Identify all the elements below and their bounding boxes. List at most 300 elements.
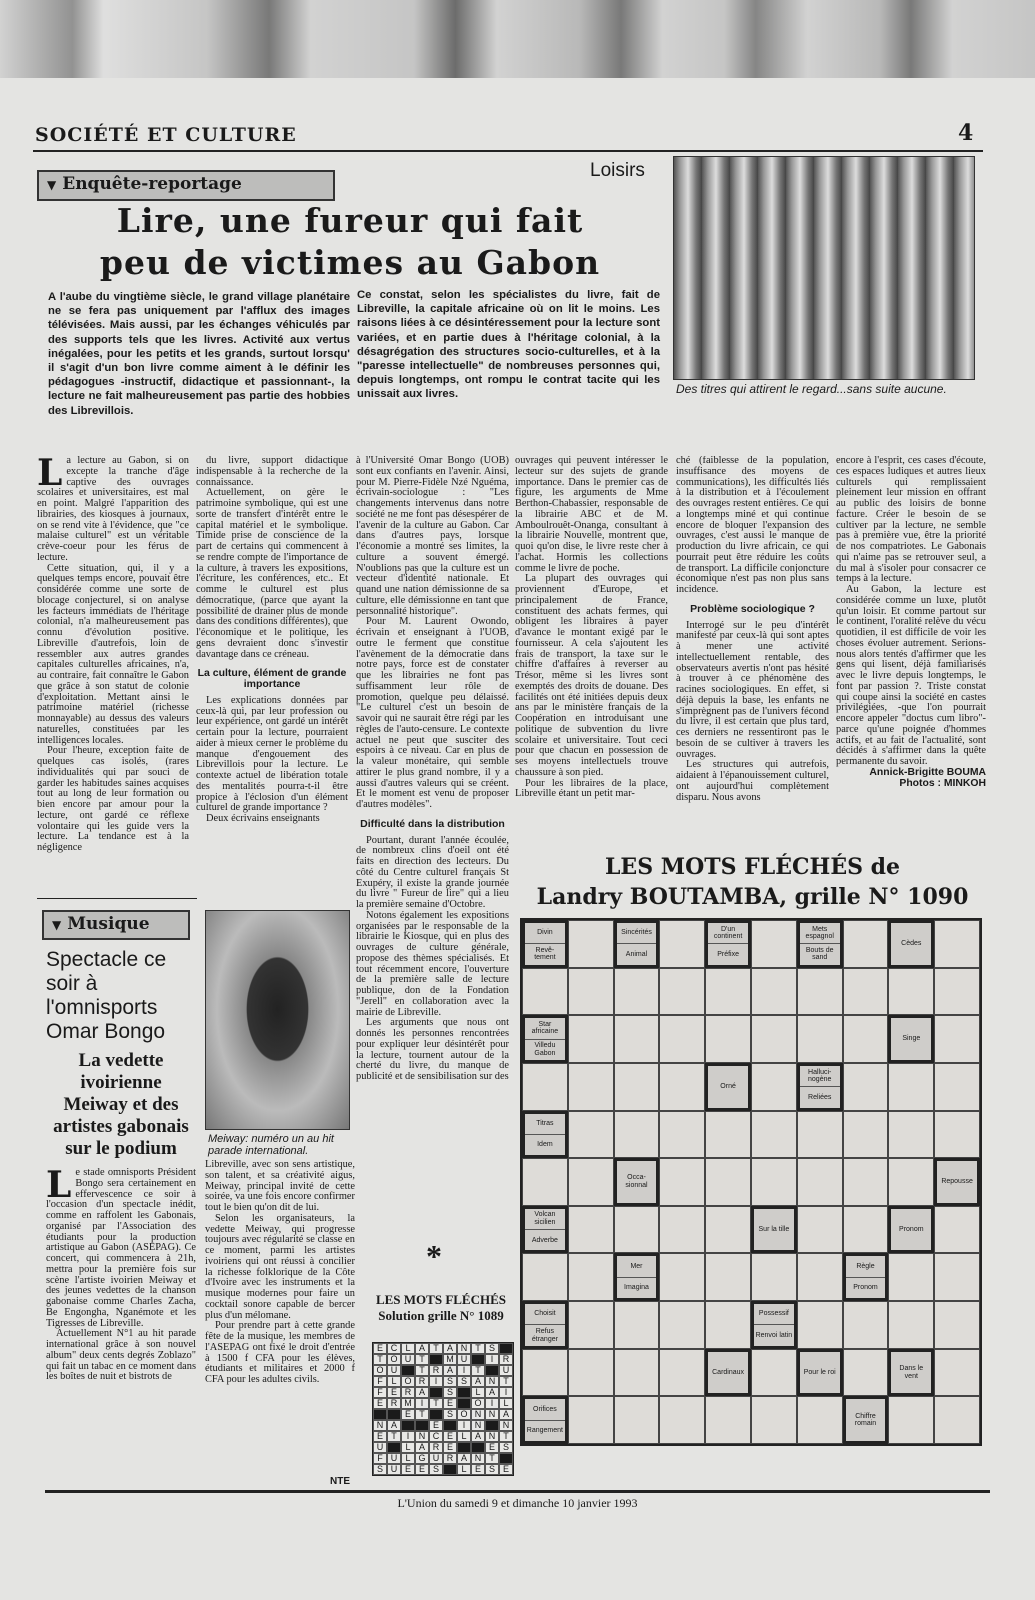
answer-cell[interactable] (614, 1301, 660, 1349)
solution-letter: C (387, 1343, 401, 1354)
clue-text: Imagina (617, 1277, 657, 1298)
subheading: La culture, élément de grande importance (197, 667, 347, 690)
answer-cell[interactable] (888, 1396, 934, 1444)
solution-letter: N (471, 1409, 485, 1420)
answer-cell[interactable] (934, 1253, 980, 1301)
answer-cell[interactable] (705, 1015, 751, 1063)
paragraph: Pourtant, durant l'année écoulée, de nombreux clins d'oeil ont été faits en direction des lecteurs. Du côté du Centre culturel français St Exupéry, il existe la grande journée du livre " Fureur de lire" qui a lieu la première semaine d'Octobre. (356, 834, 509, 910)
paragraph: Les structures qui autrefois, aidaient à l'épanouissement culturel, ont aujourd'hui complètement disparu. Nous avons (676, 759, 829, 803)
byline: Annick-Brigitte BOUMA (869, 766, 986, 778)
paragraph: Actuellement, on gère le patrimoine symbolique, qui est une sorte de transfert d'intérêt entre le capital matériel et le symbolique. Timide prise de conscience de la part de certains qui commencent à se rendre compte de l'importance de la culture, à travers les expositions, l'écriture, les conférences, etc.. Et comme le culturel est plus démocratique, (parce que ayant la possibilité de drainer plus de monde dans des conditions différentes), que l'économique et le politique, les gens devraient donc s'investir davantage dans ce créneau. (196, 487, 348, 660)
clue-cell (705, 920, 751, 968)
black-cell (443, 1464, 457, 1475)
clue-text: Mets espagnol (805, 925, 834, 941)
paragraph: Interrogé sur le peu d'intérêt manifesté par ceux-là qui sont aptes à mener une activité intellectuellement rentable, des observateurs avertis n'ont pas hésité à trouver à ce phénomène des racines sociologiques. En effet, si déjà depuis la base, les enfants ne s'imprègnent pas de l'univers fécond du livre, il est certain que plus tard, ces derniers ne ressentiront pas le besoin de se cultiver à travers les ouvrages. (676, 619, 829, 760)
answer-cell[interactable] (659, 920, 705, 968)
black-cell (485, 1420, 499, 1431)
answer-cell[interactable] (659, 1111, 705, 1159)
solution-letter: L (471, 1387, 485, 1398)
clue-cell (705, 1349, 751, 1397)
solution-letter: E (401, 1409, 415, 1420)
solution-letter: N (499, 1420, 513, 1431)
solution-letter: I (429, 1376, 443, 1387)
solution-letter: T (499, 1431, 513, 1442)
music-column-1 (46, 1168, 196, 1478)
solution-letter: T (471, 1343, 485, 1354)
answer-cell[interactable] (797, 1396, 843, 1444)
solution-letter: I (485, 1354, 499, 1365)
solution-title-line: Solution grille N° 1089 (378, 1308, 504, 1323)
answer-cell[interactable] (659, 1063, 705, 1111)
clue-cell (522, 1301, 568, 1349)
answer-cell[interactable] (705, 1301, 751, 1349)
clue-cell (522, 920, 568, 968)
answer-cell[interactable] (888, 1063, 934, 1111)
lead-left: A l'aube du vingtième siècle, le grand village planétaire ne se fera pas uniquement par l'afflux des images télévisées. Mais aussi, par les échanges véhiculés par des supports tels que les livres. Activité aux vertus inégalées, pour les petits et les grands, surtout lorsqu' il s'agit d'un bon livre comme aiment à le définir les pédagogues -instructif, didactique et passionnant-, la lecture ne fait malheureusement pas partie des hobbies des Librevillois. (48, 291, 350, 417)
clue-text: Orné (720, 1082, 736, 1090)
music-title: La vedette ivoirienne Meiway et des artistes gabonais sur le podium (53, 1050, 189, 1159)
solution-letter: I (401, 1431, 415, 1442)
music-story (46, 948, 196, 1478)
answer-cell[interactable] (888, 1158, 934, 1206)
clue-text: D'un continent (713, 925, 743, 941)
answer-cell[interactable] (568, 1063, 614, 1111)
answer-cell[interactable] (934, 920, 980, 968)
solution-letter: U (457, 1354, 471, 1365)
black-cell (443, 1420, 457, 1431)
answer-cell[interactable] (568, 1396, 614, 1444)
answer-cell[interactable] (568, 1206, 614, 1254)
answer-cell[interactable] (522, 1158, 568, 1206)
answer-cell[interactable] (568, 1301, 614, 1349)
black-cell (457, 1387, 471, 1398)
answer-cell[interactable] (568, 1158, 614, 1206)
rubric-loisirs: Loisirs (590, 160, 645, 181)
answer-cell[interactable] (751, 1158, 797, 1206)
solution-letter: L (401, 1343, 415, 1354)
answer-cell[interactable] (614, 1396, 660, 1444)
clue-text: Adverbe (525, 1229, 565, 1250)
answer-cell[interactable] (843, 1015, 889, 1063)
answer-cell[interactable] (843, 1111, 889, 1159)
clue-cell (614, 920, 660, 968)
triangle-icon: ▼ (52, 918, 62, 932)
answer-cell[interactable] (797, 1253, 843, 1301)
clue-text: Cèdes (901, 940, 922, 948)
solution-letter: N (471, 1420, 485, 1431)
solution-letter: S (485, 1343, 499, 1354)
solution-letter: A (457, 1453, 471, 1464)
paragraph: ouvrages qui peuvent intéresser le lecteur sur des sujets de grande importance. Dans le premier cas de figure, les arguments de Mme Berthon-Chabassier, responsable de la librairie ABC et de M. Amboulrouêt-Onanga, consultant à la librairie Nouvelle, montrent que, quoi qu'on dise, le livre reste cher à l'achat. Hormis les collections comme le livre de poche. (515, 456, 668, 574)
clue-text: Volcan sicilien (534, 1211, 556, 1226)
answer-cell[interactable] (659, 1349, 705, 1397)
answer-cell[interactable] (843, 1301, 889, 1349)
scan-border (0, 0, 1035, 78)
title-line: Lire, une fureur qui fait (116, 201, 584, 240)
clue-text: Préfixe (708, 943, 748, 964)
answer-cell[interactable] (751, 1063, 797, 1111)
answer-cell[interactable] (751, 1253, 797, 1301)
answer-cell[interactable] (614, 1206, 660, 1254)
solution-letter: E (415, 1464, 429, 1475)
answer-cell[interactable] (705, 1111, 751, 1159)
solution-letter: I (457, 1365, 471, 1376)
answer-cell[interactable] (843, 1206, 889, 1254)
solution-letter: A (415, 1343, 429, 1354)
clue-text: Pour le roi (803, 1368, 836, 1376)
clue-cell (522, 1015, 568, 1063)
paragraph: Les explications données par ceux-là qui, par leur profession ou leur expérience, ont gardé un intérêt certain pour la lecture, pourraient aider à mieux cerner le problème du manque d'engouement des Librevillois pour la lecture. Le contexte actuel de libération totale des mentalités pourra-t-il être propice à l'éclosion d'un élément culturel de grande importance ? (196, 694, 348, 814)
solution-letter: G (415, 1453, 429, 1464)
signature: NTE (330, 1476, 350, 1487)
answer-cell[interactable] (705, 968, 751, 1016)
crossword-grid (520, 918, 982, 1446)
black-cell (387, 1442, 401, 1453)
answer-cell[interactable] (659, 968, 705, 1016)
black-cell (387, 1409, 401, 1420)
black-cell (457, 1442, 471, 1453)
clue-cell (522, 1396, 568, 1444)
solution-letter: U (387, 1365, 401, 1376)
crossword-title-line: LES MOTS FLÉCHÉS de (604, 854, 901, 880)
kicker-label: Enquête-reportage (62, 174, 242, 194)
solution-letter: R (387, 1398, 401, 1409)
answer-cell[interactable] (705, 1158, 751, 1206)
clue-cell (888, 1015, 934, 1063)
paragraph: Pour l'heure, exception faite de quelques cas isolés, (rares individualités qui par souci de garder les habitudes saines acquises tout au long de leur formation ou bien encore par amour pour la lecture, ont gardé ce réflexe volontaire qui les guide vers la lecture. La tendance est à la négligence (37, 745, 189, 853)
solution-letter: F (373, 1387, 387, 1398)
clue-text: Repousse (941, 1178, 973, 1186)
solution-letter: A (443, 1343, 457, 1354)
black-cell (485, 1365, 499, 1376)
divider (37, 898, 197, 899)
clue-cell (843, 1396, 889, 1444)
paragraph: Actuellement N°1 au hit parade international grâce à son nouvel album" deux cents degrés Zoblazo" qui fait un tabac en ce moment dans les boîtes de nuit et bistrots de (46, 1328, 196, 1383)
solution-letter: T (415, 1409, 429, 1420)
clue-text: Bouts de sand (800, 943, 840, 964)
clue-cell (888, 1349, 934, 1397)
asterisk-ornament: * (426, 1238, 442, 1274)
answer-cell[interactable] (843, 1349, 889, 1397)
answer-cell[interactable] (705, 1253, 751, 1301)
clue-text: Dans le vent (899, 1365, 924, 1380)
solution-letter: T (499, 1376, 513, 1387)
answer-cell[interactable] (843, 1063, 889, 1111)
clue-text: Animal (617, 943, 657, 964)
solution-letter: N (485, 1376, 499, 1387)
paragraph: Les arguments que nous ont donnés les personnes rencontrées pour expliquer leur désintérêt pour la lecture, tournent autour de la cherté du livre, du manque de publicité et de sensibilisation sur des (356, 1017, 509, 1082)
answer-cell[interactable] (522, 1253, 568, 1301)
clue-cell (888, 920, 934, 968)
clue-text: Singe (902, 1035, 921, 1043)
solution-letter: N (415, 1431, 429, 1442)
black-cell (471, 1354, 485, 1365)
solution-letter: E (373, 1431, 387, 1442)
clue-cell (934, 1158, 980, 1206)
clue-cell (614, 1253, 660, 1301)
solution-letter: L (401, 1453, 415, 1464)
paragraph: Libreville, avec son sens artistique, son talent, et sa créativité aigus, Meiway, principal invité de cette soirée, va une fois encore confirmer tout le bien qu'on dit de lui. (205, 1160, 355, 1213)
clue-text: Chiffre romain (854, 1412, 877, 1428)
solution-grid (372, 1342, 514, 1476)
clue-text: Rangement (525, 1420, 565, 1441)
answer-cell[interactable] (934, 968, 980, 1016)
clue-text: Renvoi latin (754, 1324, 794, 1345)
byline: Photos : MINKOH (899, 777, 986, 789)
solution-letter: O (471, 1398, 485, 1409)
solution-letter: N (471, 1453, 485, 1464)
paragraph: Au Gabon, la lecture est considérée comme un luxe, plutôt qu'un loisir. Et comme partout sur le continent, l'oralité relève du vécu quotidien, il est difficile de voir les choses évoluer autrement. Serions-nous alors tentés d'affirmer que les gens qui lisent, déjà familiarisés avec le livre depuis longtemps, le font par passion ?. Triste constat qui coupe ainsi la société en castes privilégiées, -que l'on pourrait encore appeler "doctus cum libro"- parce qu'une poignée d'hommes actifs, et au fait de l'actualité, sont décidés à s'affirmer dans la quête permanente du savoir. (836, 584, 986, 767)
answer-cell[interactable] (797, 1206, 843, 1254)
solution-letter: A (499, 1409, 513, 1420)
solution-letter: R (443, 1453, 457, 1464)
solution-letter: U (429, 1453, 443, 1464)
answer-cell[interactable] (751, 1349, 797, 1397)
solution-letter: S (443, 1409, 457, 1420)
paragraph: a lecture au Gabon, si on excepte la tranche d'âge captive des ouvrages scolaires et universitaires, est mal en point. Malgré l'apparition des librairies, des kiosques à journaux, on se rend vite à l'évidence, que "ce malaise culturel" est un véritable crève-coeur pour les férus de lecture. (37, 456, 189, 563)
paragraph: ché (faiblesse de la population, insuffisance des moyens de communications), les difficultés liés à la distribution et à l'écoulement des ouvrages restent entières. Ce qui a longtemps miné et qui continue encore de bloquer l'expansion des ouvrages, c'est aussi le manque de production du livre africain, ce qui pourrait peut être réduire les coûts de transport. La difficile conjoncture économique n'est pas non plus sans incidence. (676, 456, 829, 595)
answer-cell[interactable] (614, 1015, 660, 1063)
clue-text: Choisit (534, 1310, 556, 1318)
black-cell (415, 1420, 429, 1431)
solution-title (360, 1292, 522, 1324)
solution-letter: A (471, 1376, 485, 1387)
clue-text: Possessif (758, 1310, 789, 1318)
solution-letter: O (457, 1409, 471, 1420)
answer-cell[interactable] (659, 1396, 705, 1444)
answer-cell[interactable] (659, 1206, 705, 1254)
clue-text: Idem (525, 1134, 565, 1155)
answer-cell[interactable] (934, 1063, 980, 1111)
solution-letter: E (443, 1431, 457, 1442)
answer-cell[interactable] (843, 920, 889, 968)
article-column-1 (37, 456, 189, 890)
solution-letter: A (387, 1420, 401, 1431)
solution-letter: T (415, 1365, 429, 1376)
clue-text: Sur la tille (758, 1225, 790, 1233)
clue-cell (614, 1158, 660, 1206)
solution-letter: U (387, 1464, 401, 1475)
paragraph: Selon les organisateurs, la vedette Meiway, qui progresse toujours avec régularité se classe en ce moment, parmi les artistes ivoiriens qui ont réussi à concilier la richesse folklorique de la Côte d'Ivoire avec les instruments et la musique modernes pour faire un cocktail sonore capable de bercer plus d'un mélomane. (205, 1212, 355, 1321)
clue-text: Reliées (800, 1086, 840, 1107)
black-cell (499, 1453, 513, 1464)
solution-letter: T (429, 1343, 443, 1354)
triangle-icon: ▼ (47, 178, 57, 192)
crossword-title-line: Landry BOUTAMBA, grille N° 1090 (536, 884, 969, 910)
answer-cell[interactable] (934, 1015, 980, 1063)
paragraph: du livre, support didactique indispensable à la recherche de la connaissance. (196, 456, 348, 488)
answer-cell[interactable] (934, 1396, 980, 1444)
title-line: peu de victimes au Gabon (99, 243, 601, 282)
solution-letter: A (415, 1442, 429, 1453)
paragraph: Cette situation, qui, il y a quelques temps encore, pouvait être considérée comme une sorte de blocage conjecturel, si on analyse les facteurs immédiats de l'héritage colonial, n'a malheureusement pas connu d'évolution positive. Libreville d'autrefois, loin de ressembler aux autres grandes capitales culturelles africaines, n'a, au contraire, fait connaître le Gabon que grâce à son statut de colonie d'exploitation. Mettant ainsi le patrimoine matériel (richesse monnayable) au dessus des valeurs naturelles, constituées par les intelligences locales. (37, 562, 189, 746)
kicker-enquete (37, 170, 335, 201)
solution-letter: U (401, 1354, 415, 1365)
solution-letter: L (457, 1431, 471, 1442)
solution-letter: O (373, 1365, 387, 1376)
answer-cell[interactable] (934, 1111, 980, 1159)
paragraph: e stade omnisports Président Bongo sera certainement en effervescence ce soir à l'occasion d'un spectacle inédit, comme en raffolent les Gabonais, organisé par l'Association des étudiants pour la production artistique au Gabon (ASEPAG). Ce concert, qui commencera à 21h, mettra pour la première fois sur scène l'artiste ivoirien Meiway et des jeunes vedettes de la chanson gabonaise comme Charles Zacha, Be Engongha, Nganémote et les Tigresses de Libreville. (46, 1168, 196, 1329)
answer-cell[interactable] (751, 1111, 797, 1159)
article-title (40, 200, 660, 284)
solution-letter: R (429, 1442, 443, 1453)
clue-text: Occa-sionnal (625, 1174, 648, 1189)
solution-letter: U (387, 1453, 401, 1464)
solution-letter: E (471, 1464, 485, 1475)
photo-caption: Des titres qui attirent le regard...sans suite aucune. (676, 382, 947, 396)
kicker-label: Musique (67, 914, 150, 934)
answer-cell[interactable] (888, 1301, 934, 1349)
answer-cell[interactable] (797, 1301, 843, 1349)
solution-letter: N (457, 1343, 471, 1354)
paragraph: encore à l'esprit, ces cases d'écoute, ces espaces ludiques et autres lieux culturels qui remplissaient pleinement leur mission en offrant au public des loisirs de bonne facture. Créer le besoin de se cultiver par la lecture, ne semble pas à première vue, être la priorité de nos compatriotes. Le Gabonais qui n'aime pas se retrouver seul, a du mal à s'isoler pour consacrer ce temps à la lecture. (836, 456, 986, 585)
answer-cell[interactable] (568, 1111, 614, 1159)
answer-cell[interactable] (568, 1015, 614, 1063)
clue-text: Divin (537, 929, 553, 937)
solution-letter: N (485, 1431, 499, 1442)
answer-cell[interactable] (934, 1301, 980, 1349)
black-cell (471, 1442, 485, 1453)
clue-text: Pronom (846, 1277, 886, 1298)
paragraph: Deux écrivains enseignants (206, 813, 320, 824)
clue-text: Revê-tement (525, 943, 565, 964)
answer-cell[interactable] (797, 1015, 843, 1063)
black-cell (457, 1398, 471, 1409)
answer-cell[interactable] (843, 1158, 889, 1206)
clue-cell (797, 920, 843, 968)
solution-letter: E (499, 1464, 513, 1475)
solution-letter: F (373, 1453, 387, 1464)
answer-cell[interactable] (614, 1111, 660, 1159)
clue-cell (705, 1063, 751, 1111)
article-column-2 (196, 456, 348, 890)
answer-cell[interactable] (888, 968, 934, 1016)
answer-cell[interactable] (751, 1015, 797, 1063)
answer-cell[interactable] (797, 1111, 843, 1159)
black-cell (429, 1387, 443, 1398)
solution-letter: U (499, 1365, 513, 1376)
answer-cell[interactable] (568, 968, 614, 1016)
answer-cell[interactable] (568, 1253, 614, 1301)
solution-letter: N (373, 1420, 387, 1431)
solution-letter: R (415, 1376, 429, 1387)
black-cell (373, 1409, 387, 1420)
answer-cell[interactable] (568, 1349, 614, 1397)
footer-dateline: L'Union du samedi 9 et dimanche 10 janvier 1993 (397, 1496, 638, 1510)
solution-letter: M (401, 1398, 415, 1409)
solution-letter: E (485, 1442, 499, 1453)
solution-letter: T (415, 1354, 429, 1365)
clue-text: Villedu Gabon (525, 1039, 565, 1060)
solution-letter: A (485, 1387, 499, 1398)
solution-letter: S (485, 1464, 499, 1475)
section-title: SOCIÉTÉ ET CULTURE (35, 124, 297, 146)
answer-cell[interactable] (705, 1396, 751, 1444)
solution-letter: A (415, 1387, 429, 1398)
solution-letter: L (387, 1376, 401, 1387)
answer-cell[interactable] (614, 1063, 660, 1111)
answer-cell[interactable] (522, 1349, 568, 1397)
clue-text: Sincérités (621, 929, 652, 937)
solution-letter: I (499, 1387, 513, 1398)
clue-cell (888, 1206, 934, 1254)
answer-cell[interactable] (705, 1206, 751, 1254)
answer-cell[interactable] (843, 968, 889, 1016)
article-column-3 (356, 456, 509, 1156)
answer-cell[interactable] (659, 1301, 705, 1349)
solution-letter: R (401, 1387, 415, 1398)
article-column-6 (836, 456, 986, 846)
clue-text: Cardinaux (712, 1368, 745, 1376)
solution-letter: E (401, 1464, 415, 1475)
page-number: 4 (958, 120, 974, 146)
answer-cell[interactable] (568, 920, 614, 968)
answer-cell[interactable] (522, 1063, 568, 1111)
answer-cell[interactable] (751, 1396, 797, 1444)
answer-cell[interactable] (659, 1158, 705, 1206)
article-column-5 (676, 456, 829, 846)
answer-cell[interactable] (614, 1349, 660, 1397)
answer-cell[interactable] (888, 1253, 934, 1301)
answer-cell[interactable] (797, 968, 843, 1016)
article-column-4 (515, 456, 668, 846)
answer-cell[interactable] (522, 968, 568, 1016)
paragraph: La plupart des ouvrages qui proviennent d'Europe, et principalement de France, constituent des achats fermes, qui obligent les libraires à payer d'avance le montant exigé par le fournisseur. A cela s'ajoutent les frais de transport, la taxe sur le chiffre d'affaires à reverser au Trésor, même si les livres sont exemptés des droits de douane. Des facilités ont été initiées depuis deux ans par le ministère français de la Coopération en introduisant une politique de subvention du livre scolaire et universitaire. Tout ceci pour que chacun en possession de ses moyens intellectuels trouve chaussure à son pied. (515, 573, 668, 778)
black-cell (499, 1343, 513, 1354)
answer-cell[interactable] (934, 1349, 980, 1397)
subheading: Problème sociologique ? (690, 602, 815, 615)
solution-letter: S (457, 1376, 471, 1387)
clue-text: Pronom (899, 1225, 924, 1233)
answer-cell[interactable] (797, 1158, 843, 1206)
music-column-2 (205, 1160, 355, 1470)
answer-cell[interactable] (934, 1206, 980, 1254)
solution-letter: S (443, 1376, 457, 1387)
solution-letter: T (485, 1453, 499, 1464)
clue-cell (843, 1253, 889, 1301)
clue-text: Mer (630, 1262, 643, 1270)
answer-cell[interactable] (659, 1015, 705, 1063)
solution-letter: N (485, 1409, 499, 1420)
clue-text: Orifices (533, 1405, 557, 1413)
clue-text: Règle (856, 1262, 875, 1270)
meiway-photo (205, 910, 350, 1130)
answer-cell[interactable] (751, 968, 797, 1016)
answer-cell[interactable] (614, 968, 660, 1016)
solution-letter: E (429, 1420, 443, 1431)
black-cell (401, 1420, 415, 1431)
solution-letter: C (429, 1431, 443, 1442)
crossword-title (520, 852, 985, 912)
solution-letter: I (485, 1398, 499, 1409)
paragraph: Pour M. Laurent Owondo, écrivain et enseignant à l'UOB, outre le ferment que constitue l'avènement de la démocratie dans notre pays, force est de constater que les librairies ne font pas suffisamment leur rôle de promotion, quelque peu délaissé. "Le culturel c'est un besoin de savoir qui ne saurait être régi par les règles de l'auto-censure. Le contexte actuel ne peut que susciter des espoirs à ce niveau. Car en plus de la valeur monétaire, qui semble attirer le plus grand nombre, il y a aussi d'autres valeurs qui se créent. Et le moment est venu de proposer d'autres modèles". (356, 616, 509, 810)
clue-cell (797, 1349, 843, 1397)
clue-cell (522, 1111, 568, 1159)
drop-cap: L (46, 1168, 72, 1206)
clue-cell (797, 1063, 843, 1111)
answer-cell[interactable] (659, 1253, 705, 1301)
footer-rule (45, 1490, 990, 1493)
music-subtitle: Spectacle ce soir à l'omnisports Omar Bongo (46, 948, 167, 1043)
answer-cell[interactable] (888, 1111, 934, 1159)
solution-letter: L (457, 1464, 471, 1475)
solution-letter: S (373, 1464, 387, 1475)
solution-letter: S (443, 1387, 457, 1398)
answer-cell[interactable] (751, 920, 797, 968)
solution-letter: E (387, 1387, 401, 1398)
header-rule (33, 150, 983, 152)
kicker-musique (42, 910, 190, 940)
